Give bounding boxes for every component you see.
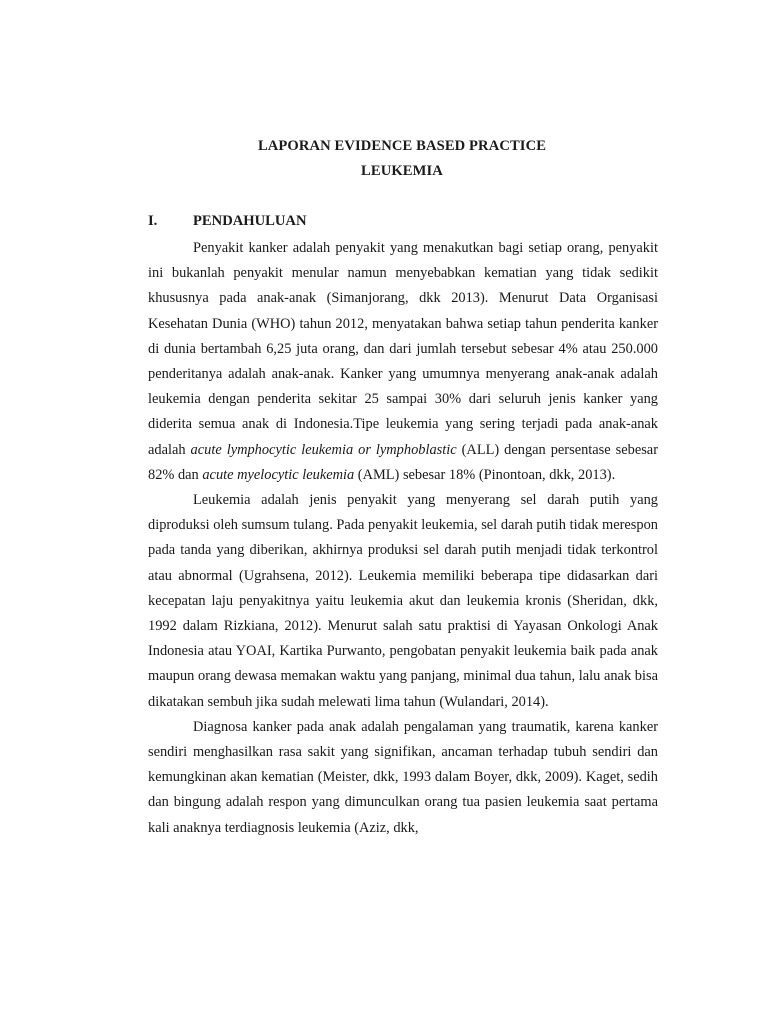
italic-term: acute myelocytic leukemia [202, 466, 355, 483]
document-title: LAPORAN EVIDENCE BASED PRACTICE [257, 138, 547, 154]
paragraph-text: (ALL) dengan persentase sebesar 82% dan [148, 441, 658, 483]
paragraph-text: Penyakit kanker adalah penyakit yang menakutkan bagi setiap orang, penyakit ini bukanlah penyakit menular namun menyebabkan kematian yang tidak sedikit khususnya pada anak-anak (Simanjorang, dkk 2013). Menurut Data Organisasi Kesehatan Dunia (WHO) tahun 2012, menyatakan bahwa setiap tahun penderita kanker di dunia bertambah 6,25 juta orang, dan dari jumlah tersebut sebesar 4% atau 250.000 penderitanya adalah anak-anak. Kanker yang umumnya menyerang anak-anak adalah leukemia dengan penderita sekitar 25 sampai 30% dari seluruh jenis kanker yang diderita semua anak di Indonesia.Tipe leukemia yang sering terjadi pada anak-anak adalah [148, 240, 658, 458]
paragraph-text: (AML) sebesar 18% (Pinontoan, dkk, 2013). [354, 466, 616, 483]
paragraph: Leukemia adalah jenis penyakit yang menyerang sel darah putih yang diproduksi oleh sumsum tulang. Pada penyakit leukemia, sel darah putih tidak merespon pada tanda yang diberikan, akhirnya produksi sel darah putih menjadi tidak terkontrol atau abnormal (Ugrahsena, 2012). Leukemia memiliki beberapa tipe didasarkan dari kecepatan laju penyakitnya yaitu leukemia akut dan leukemia kronis (Sheridan, dkk, 1992 dalam Rizkiana, 2012). Menurut salah satu praktisi di Yayasan Onkologi Anak Indonesia atau YOAI, Kartika Purwanto, pengobatan penyakit leukemia baik pada anak maupun orang dewasa memakan waktu yang panjang, minimal dua tahun, lalu anak bisa dikatakan sembuh jika sudah melewati lima tahun (Wulandari, 2014). [148, 492, 658, 710]
section-title: PENDAHULUAN [193, 213, 307, 229]
section-heading [148, 213, 307, 230]
document-subtitle: LEUKEMIA [361, 163, 443, 179]
italic-term: acute lymphocytic leukemia or lymphoblastic [190, 441, 457, 458]
paragraph: Diagnosa kanker pada anak adalah pengalaman yang traumatik, karena kanker sendiri menghasilkan rasa sakit yang signifikan, ancaman terhadap tubuh sendiri dan kemungkinan akan kematian (Meister, dkk, 1993 dalam Boyer, dkk, 2009). Kaget, sedih dan bingung adalah respon yang dimunculkan orang tua pasien leukemia saat pertama kali anaknya terdiagnosis leukemia (Aziz, dkk, [148, 718, 658, 836]
paragraph [148, 236, 658, 488]
document-body [148, 236, 658, 841]
section-number: I. [148, 213, 158, 229]
